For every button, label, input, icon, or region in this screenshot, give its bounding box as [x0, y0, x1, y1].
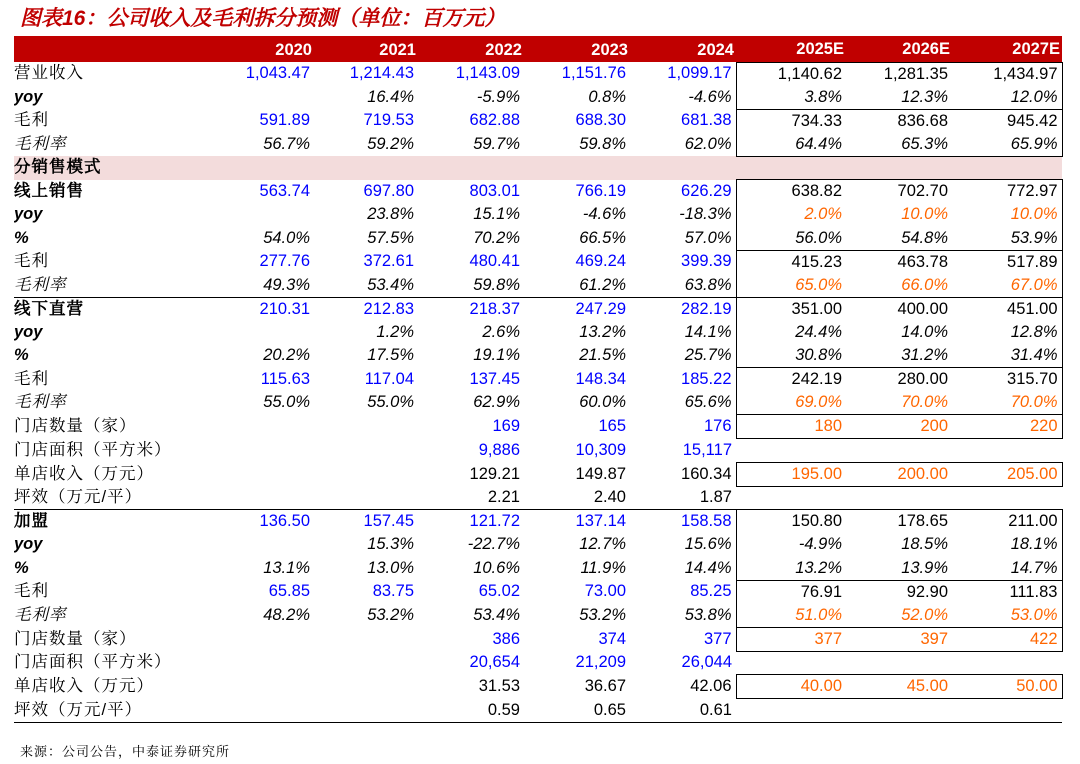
- table-row: [14, 274, 1062, 298]
- forecast-cell: 14.7%: [952, 557, 1062, 581]
- table-row: [14, 180, 1062, 204]
- history-cell: 1,214.43: [349, 64, 414, 83]
- row-label: %: [14, 228, 29, 247]
- row-label: yoy: [14, 87, 43, 106]
- history-cell: 149.87: [575, 464, 626, 483]
- history-cell: 10.6%: [473, 558, 520, 577]
- history-cell: 2.21: [487, 488, 520, 506]
- history-cell: 65.02: [478, 582, 520, 601]
- forecast-cell: 69.0%: [736, 391, 846, 415]
- forecast-cell: 31.2%: [846, 344, 952, 368]
- table-row: [14, 651, 1062, 675]
- row-label: 单店收入（万元）: [14, 464, 154, 483]
- history-cell: [314, 675, 418, 699]
- history-cell: 681.38: [681, 111, 732, 130]
- history-cell: -4.6%: [688, 87, 732, 106]
- history-cell: 2.40: [593, 488, 626, 506]
- header-year: 2027E: [952, 38, 1062, 62]
- history-cell: -5.9%: [476, 87, 520, 106]
- history-cell: [218, 651, 314, 675]
- history-cell: 14.4%: [684, 558, 732, 577]
- forecast-cell: 31.4%: [952, 344, 1062, 368]
- forecast-cell: 30.8%: [736, 344, 846, 368]
- history-cell: -4.6%: [582, 205, 626, 224]
- forecast-cell: 1,281.35: [846, 62, 952, 86]
- history-cell: 62.0%: [684, 134, 732, 153]
- forecast-cell: 945.42: [952, 109, 1062, 133]
- forecast-cell: 400.00: [846, 297, 952, 321]
- history-cell: 55.0%: [367, 393, 414, 412]
- history-cell: 563.74: [259, 181, 310, 200]
- forecast-cell: 242.19: [736, 368, 846, 392]
- history-cell: 21.5%: [579, 346, 626, 365]
- row-label: %: [14, 558, 29, 577]
- history-cell: [218, 699, 314, 723]
- forecast-cell: 52.0%: [846, 604, 952, 628]
- row-label: 毛利率: [14, 134, 67, 153]
- history-cell: 682.88: [469, 111, 520, 130]
- table-row: [14, 533, 1062, 557]
- history-cell: 169: [492, 417, 520, 435]
- forecast-cell: 53.9%: [952, 227, 1062, 251]
- history-cell: [314, 627, 418, 651]
- history-cell: 719.53: [363, 111, 414, 130]
- forecast-cell: 451.00: [952, 297, 1062, 321]
- forecast-cell: [952, 156, 1062, 180]
- forecast-cell: 397: [846, 627, 952, 651]
- history-cell: 19.1%: [473, 346, 520, 365]
- history-cell: 57.0%: [684, 228, 732, 247]
- forecast-cell: [736, 699, 846, 723]
- history-cell: 212.83: [314, 297, 418, 321]
- forecast-cell: 3.8%: [736, 86, 846, 110]
- history-cell: 1,043.47: [245, 64, 310, 83]
- history-cell: -18.3%: [679, 205, 732, 224]
- history-cell: 480.41: [469, 252, 520, 271]
- row-label: 毛利率: [14, 605, 67, 624]
- history-cell: 66.5%: [579, 228, 626, 247]
- forecast-cell: 702.70: [846, 180, 952, 204]
- forecast-cell: [952, 699, 1062, 723]
- history-cell: 2.6%: [482, 322, 520, 341]
- row-label: 门店数量（家）: [14, 417, 137, 435]
- history-cell: 36.67: [584, 677, 626, 695]
- forecast-cell: [736, 486, 846, 510]
- history-cell: [218, 533, 314, 557]
- history-cell: 1,143.09: [455, 64, 520, 83]
- history-cell: [314, 651, 418, 675]
- history-cell: 137.45: [469, 369, 520, 388]
- history-cell: 61.2%: [579, 275, 626, 294]
- history-cell: 25.7%: [684, 346, 732, 365]
- row-label: 坪效（万元/平）: [14, 699, 218, 723]
- history-cell: 0.61: [630, 699, 736, 723]
- history-cell: 117.04: [364, 369, 414, 388]
- row-label: 分销售模式: [14, 156, 218, 180]
- row-label: 毛利: [14, 252, 49, 271]
- row-label: 毛利率: [14, 275, 67, 294]
- history-cell: 148.34: [575, 369, 626, 388]
- history-cell: [630, 156, 736, 180]
- forecast-cell: [952, 651, 1062, 675]
- forecast-cell: 65.0%: [736, 274, 846, 298]
- history-cell: 803.01: [469, 181, 520, 200]
- history-cell: 73.00: [584, 582, 626, 601]
- forecast-cell: 180: [736, 415, 846, 439]
- forecast-cell: [736, 156, 846, 180]
- history-cell: 12.7%: [579, 535, 626, 554]
- forecast-cell: [846, 439, 952, 463]
- header-year: 2021: [314, 38, 418, 62]
- history-cell: 165: [598, 417, 626, 435]
- history-cell: 1,151.76: [561, 64, 626, 83]
- table-title: 图表16：公司收入及毛利拆分预测（单位：百万元）: [20, 7, 506, 30]
- forecast-cell: 70.0%: [846, 391, 952, 415]
- history-cell: 688.30: [575, 111, 626, 130]
- history-cell: 185.22: [681, 369, 732, 388]
- header-year: 2022: [418, 38, 524, 62]
- history-cell: 386: [492, 629, 520, 648]
- history-cell: 56.7%: [263, 134, 310, 153]
- history-cell: 54.0%: [263, 228, 310, 247]
- history-cell: [218, 627, 314, 651]
- forecast-cell: 66.0%: [846, 274, 952, 298]
- table-row: [14, 627, 1062, 651]
- forecast-cell: 70.0%: [952, 391, 1062, 415]
- forecast-cell: 200.00: [846, 462, 952, 486]
- history-cell: 59.2%: [367, 134, 414, 153]
- header-year: 2024: [630, 38, 736, 62]
- table-row: [14, 510, 1062, 534]
- history-cell: 129.21: [469, 464, 520, 483]
- history-cell: 1.2%: [376, 322, 414, 341]
- history-cell: 158.58: [630, 510, 736, 534]
- forecast-cell: 351.00: [736, 297, 846, 321]
- header-year: 2023: [524, 38, 630, 62]
- table-row: [14, 675, 1062, 699]
- history-cell: [218, 486, 314, 510]
- forecast-cell: 12.3%: [846, 86, 952, 110]
- row-label: 线上销售: [14, 181, 84, 200]
- history-cell: 121.72: [418, 510, 524, 534]
- history-cell: 15.3%: [367, 535, 414, 554]
- row-label: yoy: [14, 205, 43, 224]
- forecast-cell: 65.3%: [846, 133, 952, 157]
- table-row: [14, 462, 1062, 486]
- history-cell: [524, 156, 630, 180]
- forecast-cell: 772.97: [952, 180, 1062, 204]
- header-label: [14, 38, 218, 62]
- history-cell: 55.0%: [263, 393, 310, 412]
- forecast-cell: [846, 651, 952, 675]
- history-cell: 218.37: [418, 297, 524, 321]
- forecast-cell: 92.90: [846, 580, 952, 604]
- forecast-cell: 220: [952, 415, 1062, 439]
- history-cell: 14.1%: [684, 322, 732, 341]
- table-row: [14, 368, 1062, 392]
- row-label: 门店数量（家）: [14, 629, 137, 648]
- history-cell: [218, 321, 314, 345]
- forecast-cell: 56.0%: [736, 227, 846, 251]
- forecast-cell: 195.00: [736, 462, 846, 486]
- history-cell: [418, 156, 524, 180]
- row-label: 毛利: [14, 111, 49, 130]
- forecast-table: [14, 38, 1063, 723]
- forecast-cell: 64.4%: [736, 133, 846, 157]
- history-cell: 374: [598, 629, 626, 648]
- history-cell: 21,209: [575, 653, 626, 672]
- history-cell: 137.14: [524, 510, 630, 534]
- forecast-cell: [736, 439, 846, 463]
- history-cell: 210.31: [218, 297, 314, 321]
- history-cell: [314, 156, 418, 180]
- table-row: [14, 699, 1062, 723]
- header-year: 2025E: [736, 38, 846, 62]
- history-cell: 53.4%: [473, 605, 520, 624]
- forecast-cell: 1,434.97: [952, 62, 1062, 86]
- history-cell: [218, 439, 314, 463]
- forecast-cell: 53.0%: [952, 604, 1062, 628]
- table-row: [14, 486, 1062, 510]
- row-label: 毛利: [14, 582, 49, 601]
- history-cell: 13.2%: [579, 322, 626, 341]
- history-cell: [218, 462, 314, 486]
- forecast-cell: 111.83: [952, 580, 1062, 604]
- forecast-cell: 377: [736, 627, 846, 651]
- forecast-cell: 734.33: [736, 109, 846, 133]
- history-cell: [314, 415, 418, 439]
- row-label: 坪效（万元/平）: [14, 488, 143, 506]
- history-cell: 15,117: [682, 440, 732, 459]
- history-cell: 20,654: [469, 653, 520, 672]
- history-cell: 1,099.17: [667, 64, 732, 83]
- row-label: 毛利率: [14, 393, 67, 412]
- forecast-cell: 2.0%: [736, 203, 846, 227]
- forecast-cell: 150.80: [736, 510, 846, 534]
- forecast-cell: 1,140.62: [736, 62, 846, 86]
- forecast-cell: 65.9%: [952, 133, 1062, 157]
- history-cell: 160.34: [681, 464, 732, 483]
- forecast-cell: [846, 699, 952, 723]
- history-cell: 59.8%: [579, 134, 626, 153]
- forecast-cell: 40.00: [736, 675, 846, 699]
- history-cell: 15.6%: [684, 535, 732, 554]
- row-label: 单店收入（万元）: [14, 677, 154, 695]
- history-cell: [218, 415, 314, 439]
- header-row: [14, 38, 1062, 62]
- row-label: 线下直营: [14, 297, 218, 321]
- forecast-cell: 12.8%: [952, 321, 1062, 345]
- history-cell: 62.9%: [473, 393, 520, 412]
- forecast-cell: 422: [952, 627, 1062, 651]
- history-cell: 176: [703, 417, 732, 435]
- table-row: [14, 344, 1062, 368]
- history-cell: [314, 439, 418, 463]
- forecast-cell: 50.00: [952, 675, 1062, 699]
- table-row: [14, 62, 1062, 86]
- forecast-cell: -4.9%: [736, 533, 846, 557]
- table-body: [14, 62, 1062, 722]
- forecast-cell: 24.4%: [736, 321, 846, 345]
- row-label: 毛利: [14, 369, 49, 388]
- forecast-cell: [846, 156, 952, 180]
- history-cell: 70.2%: [473, 228, 520, 247]
- history-cell: 63.8%: [684, 275, 732, 294]
- history-cell: 372.61: [363, 252, 414, 271]
- forecast-cell: 54.8%: [846, 227, 952, 251]
- table-row: [14, 227, 1062, 251]
- source-note: 来源：公司公告，中泰证券研究所: [20, 744, 231, 759]
- forecast-cell: 836.68: [846, 109, 952, 133]
- history-cell: 377: [703, 629, 732, 648]
- forecast-cell: 45.00: [846, 675, 952, 699]
- history-cell: 399.39: [681, 252, 732, 271]
- history-cell: 65.85: [268, 582, 310, 601]
- forecast-cell: 415.23: [736, 250, 846, 274]
- history-cell: 31.53: [478, 677, 520, 695]
- forecast-cell: 51.0%: [736, 604, 846, 628]
- forecast-cell: [736, 651, 846, 675]
- history-cell: 0.65: [524, 699, 630, 723]
- history-cell: [314, 462, 418, 486]
- history-cell: 13.1%: [263, 558, 310, 577]
- forecast-cell: 211.00: [952, 510, 1062, 534]
- history-cell: 83.75: [372, 582, 414, 601]
- forecast-cell: 205.00: [952, 462, 1062, 486]
- history-cell: 16.4%: [367, 87, 414, 106]
- history-cell: 53.8%: [684, 605, 732, 624]
- history-cell: 59.7%: [473, 134, 520, 153]
- history-cell: 697.80: [363, 181, 414, 200]
- section-row: [14, 156, 1062, 180]
- table-row: [14, 557, 1062, 581]
- forecast-cell: 18.5%: [901, 535, 948, 554]
- forecast-cell: 10.0%: [901, 205, 948, 224]
- table-row: [14, 321, 1062, 345]
- history-cell: 157.45: [314, 510, 418, 534]
- row-label: yoy: [14, 535, 43, 554]
- history-cell: 469.24: [575, 252, 626, 271]
- history-cell: 13.0%: [367, 558, 414, 577]
- history-cell: 53.2%: [367, 605, 414, 624]
- row-label: %: [14, 346, 29, 365]
- history-cell: 49.3%: [263, 275, 310, 294]
- header-year: 2020: [218, 38, 314, 62]
- history-cell: [218, 675, 314, 699]
- table-row: [14, 580, 1062, 604]
- forecast-cell: 12.0%: [952, 86, 1062, 110]
- history-cell: [218, 86, 314, 110]
- history-cell: 20.2%: [263, 346, 310, 365]
- forecast-cell: 200: [846, 415, 952, 439]
- forecast-cell: 14.0%: [901, 322, 948, 341]
- history-cell: 626.29: [681, 181, 732, 200]
- table-row: [14, 415, 1062, 439]
- table-row: [14, 203, 1062, 227]
- history-cell: 60.0%: [579, 393, 626, 412]
- history-cell: 277.76: [259, 252, 310, 271]
- history-cell: 10,309: [575, 440, 626, 459]
- forecast-cell: 13.2%: [736, 557, 846, 581]
- forecast-cell: 463.78: [846, 250, 952, 274]
- row-label: 营业收入: [14, 64, 84, 83]
- forecast-cell: 76.91: [736, 580, 846, 604]
- history-cell: [218, 203, 314, 227]
- table-row: [14, 604, 1062, 628]
- history-cell: 53.4%: [367, 275, 414, 294]
- history-cell: 247.29: [524, 297, 630, 321]
- history-cell: 15.1%: [473, 205, 520, 224]
- table-row: [14, 439, 1062, 463]
- table-row: [14, 297, 1062, 321]
- row-label: 门店面积（平方米）: [14, 440, 172, 459]
- row-label: yoy: [14, 322, 43, 341]
- forecast-cell: 67.0%: [952, 274, 1062, 298]
- forecast-cell: [952, 486, 1062, 510]
- forecast-cell: 178.65: [846, 510, 952, 534]
- history-cell: 53.2%: [579, 605, 626, 624]
- history-cell: 17.5%: [367, 346, 414, 365]
- history-cell: 591.89: [259, 111, 310, 130]
- history-cell: 766.19: [575, 181, 626, 200]
- forecast-cell: 517.89: [952, 250, 1062, 274]
- forecast-cell: 18.1%: [952, 533, 1062, 557]
- table-row: [14, 391, 1062, 415]
- forecast-cell: 280.00: [846, 368, 952, 392]
- history-cell: -22.7%: [467, 535, 520, 554]
- history-cell: 59.8%: [473, 275, 520, 294]
- history-cell: [314, 486, 418, 510]
- history-cell: 65.6%: [684, 393, 732, 412]
- row-label: 门店面积（平方米）: [14, 653, 172, 672]
- history-cell: 1.87: [699, 488, 732, 506]
- history-cell: 11.9%: [580, 558, 626, 577]
- history-cell: 9,886: [478, 440, 520, 459]
- history-cell: 115.63: [260, 369, 310, 388]
- history-cell: 42.06: [690, 677, 732, 695]
- history-cell: 26,044: [681, 653, 732, 672]
- forecast-cell: 315.70: [952, 368, 1062, 392]
- table-row: [14, 133, 1062, 157]
- history-cell: 48.2%: [263, 605, 310, 624]
- forecast-cell: 13.9%: [846, 557, 952, 581]
- forecast-cell: [952, 439, 1062, 463]
- history-cell: [218, 156, 314, 180]
- history-cell: 85.25: [690, 582, 732, 601]
- forecast-cell: [846, 486, 952, 510]
- header-year: 2026E: [846, 38, 952, 62]
- history-cell: 0.59: [418, 699, 524, 723]
- row-label: 加盟: [14, 510, 218, 534]
- history-cell: 0.8%: [588, 87, 626, 106]
- forecast-cell: 638.82: [736, 180, 846, 204]
- history-cell: 23.8%: [367, 205, 414, 224]
- history-cell: 57.5%: [367, 228, 414, 247]
- table-row: [14, 109, 1062, 133]
- history-cell: 136.50: [218, 510, 314, 534]
- table-row: [14, 250, 1062, 274]
- history-cell: [314, 699, 418, 723]
- forecast-cell: 10.0%: [952, 203, 1062, 227]
- history-cell: 282.19: [630, 297, 736, 321]
- table-row: [14, 86, 1062, 110]
